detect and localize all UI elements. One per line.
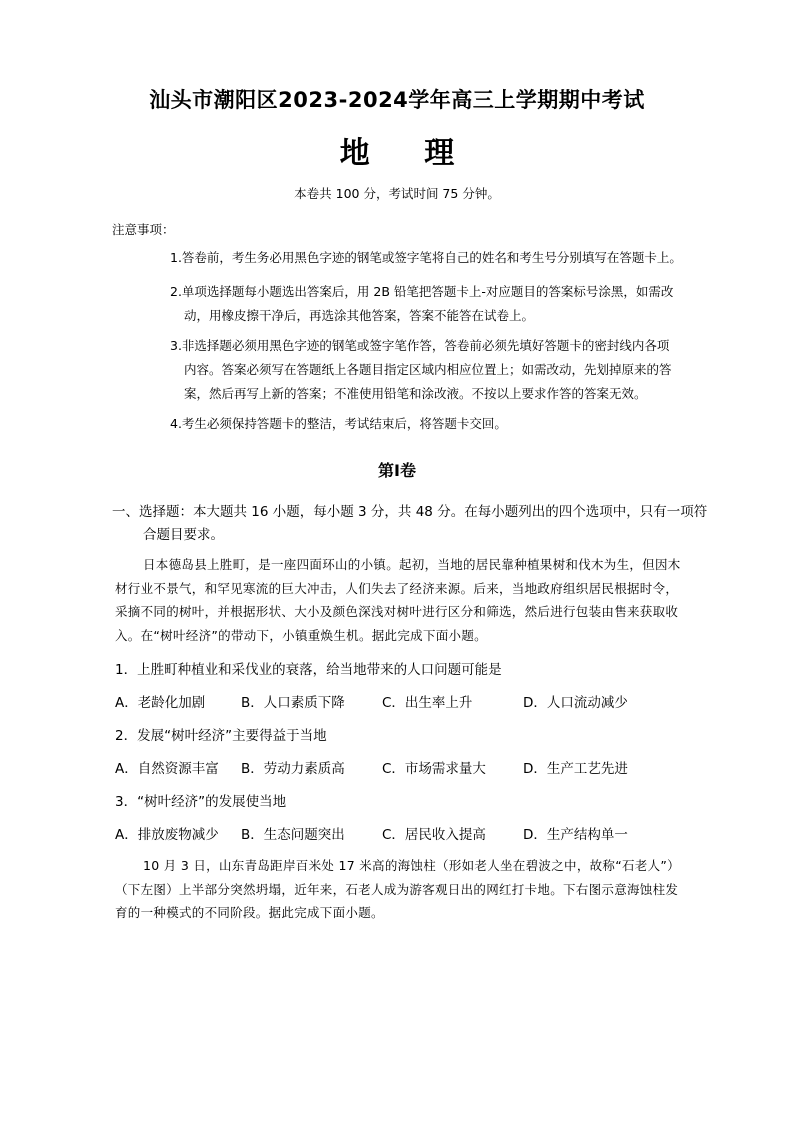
option-a: A．排放废物减少 bbox=[115, 827, 219, 843]
question-stem: 2．发展“树叶经济”主要得益于当地 bbox=[115, 728, 327, 744]
passage-line: 10 月 3 日，山东青岛距岸百米处 17 米高的海蚀柱（形如老人坐在碧波之中，故称“石老人”） bbox=[143, 858, 680, 873]
note-item: 1.答卷前，考生务必用黑色字迹的钢笔或签字笔将自己的姓名和考生号分别填写在答题卡上。 bbox=[170, 250, 682, 265]
subject-title: 地 理 bbox=[339, 136, 477, 171]
option-c: C．居民收入提高 bbox=[382, 827, 486, 843]
option-c: C．出生率上升 bbox=[382, 695, 473, 711]
passage-line: 育的一种模式的不同阶段。据此完成下面小题。 bbox=[115, 905, 384, 920]
option-d: D．生产工艺先进 bbox=[523, 761, 628, 777]
note-item-continuation: 动，用橡皮擦干净后，再选涂其他答案，答案不能答在试卷上。 bbox=[184, 308, 535, 323]
option-b: B．人口素质下降 bbox=[241, 695, 345, 711]
option-b: B．生态问题突出 bbox=[241, 827, 345, 843]
passage-line: 日本德岛县上胜町，是一座四面环山的小镇。起初，当地的居民靠种植果树和伐木为生，但因木 bbox=[143, 557, 681, 572]
option-d: D．人口流动减少 bbox=[523, 695, 628, 711]
section-instructions-continuation: 合题目要求。 bbox=[143, 527, 224, 543]
exam-info: 本卷共 100 分，考试时间 75 分钟。 bbox=[294, 186, 500, 201]
section-instructions: 一、选择题：本大题共 16 小题，每小题 3 分，共 48 分。在每小题列出的四个选项中，只有一项符 bbox=[112, 504, 708, 520]
option-a: A．老龄化加剧 bbox=[115, 695, 206, 711]
note-item-continuation: 案，然后再写上新的答案；不准使用铅笔和涂改液。不按以上要求作答的答案无效。 bbox=[184, 386, 647, 401]
note-item: 3.非选择题必须用黑色字迹的钢笔或签字笔作答，答卷前必须先填好答题卡的密封线内各项 bbox=[170, 338, 670, 353]
option-b: B．劳动力素质高 bbox=[241, 761, 345, 777]
passage-line: （下左图）上半部分突然坍塌，近年来，石老人成为游客观日出的网红打卡地。下右图示意海蚀柱发 bbox=[115, 882, 679, 897]
question-stem: 1．上胜町种植业和采伐业的衰落，给当地带来的人口问题可能是 bbox=[115, 662, 502, 678]
passage-line: 采摘不同的树叶，并根据形状、大小及颜色深浅对树叶进行区分和筛选，然后进行包装由售来获取收 bbox=[115, 604, 679, 619]
note-item: 4.考生必须保持答题卡的整洁，考试结束后，将答题卡交回。 bbox=[170, 416, 507, 431]
question-stem: 3．“树叶经济”的发展使当地 bbox=[115, 794, 287, 810]
note-item: 2.单项选择题每小题选出答案后，用 2B 铅笔把答题卡上-对应题目的答案标号涂黑，如需改 bbox=[170, 284, 674, 299]
option-a: A．自然资源丰富 bbox=[115, 761, 219, 777]
passage-line: 入。在“树叶经济”的带动下，小镇重焕生机。据此完成下面小题。 bbox=[115, 628, 487, 643]
exam-title: 汕头市潮阳区2023-2024学年高三上学期期中考试 bbox=[149, 88, 645, 112]
passage-line: 材行业不景气，和罕见寒流的巨大冲击，人们失去了经济来源。后来，当地政府组织居民根据时令， bbox=[115, 581, 679, 596]
note-item-continuation: 内容。答案必须写在答题纸上各题目指定区域内相应位置上；如需改动，先划掉原来的答 bbox=[184, 362, 672, 377]
notes-heading: 注意事项： bbox=[112, 222, 175, 237]
option-d: D．生产结构单一 bbox=[523, 827, 628, 843]
option-c: C．市场需求量大 bbox=[382, 761, 486, 777]
part-title: 第Ⅰ卷 bbox=[378, 461, 416, 480]
